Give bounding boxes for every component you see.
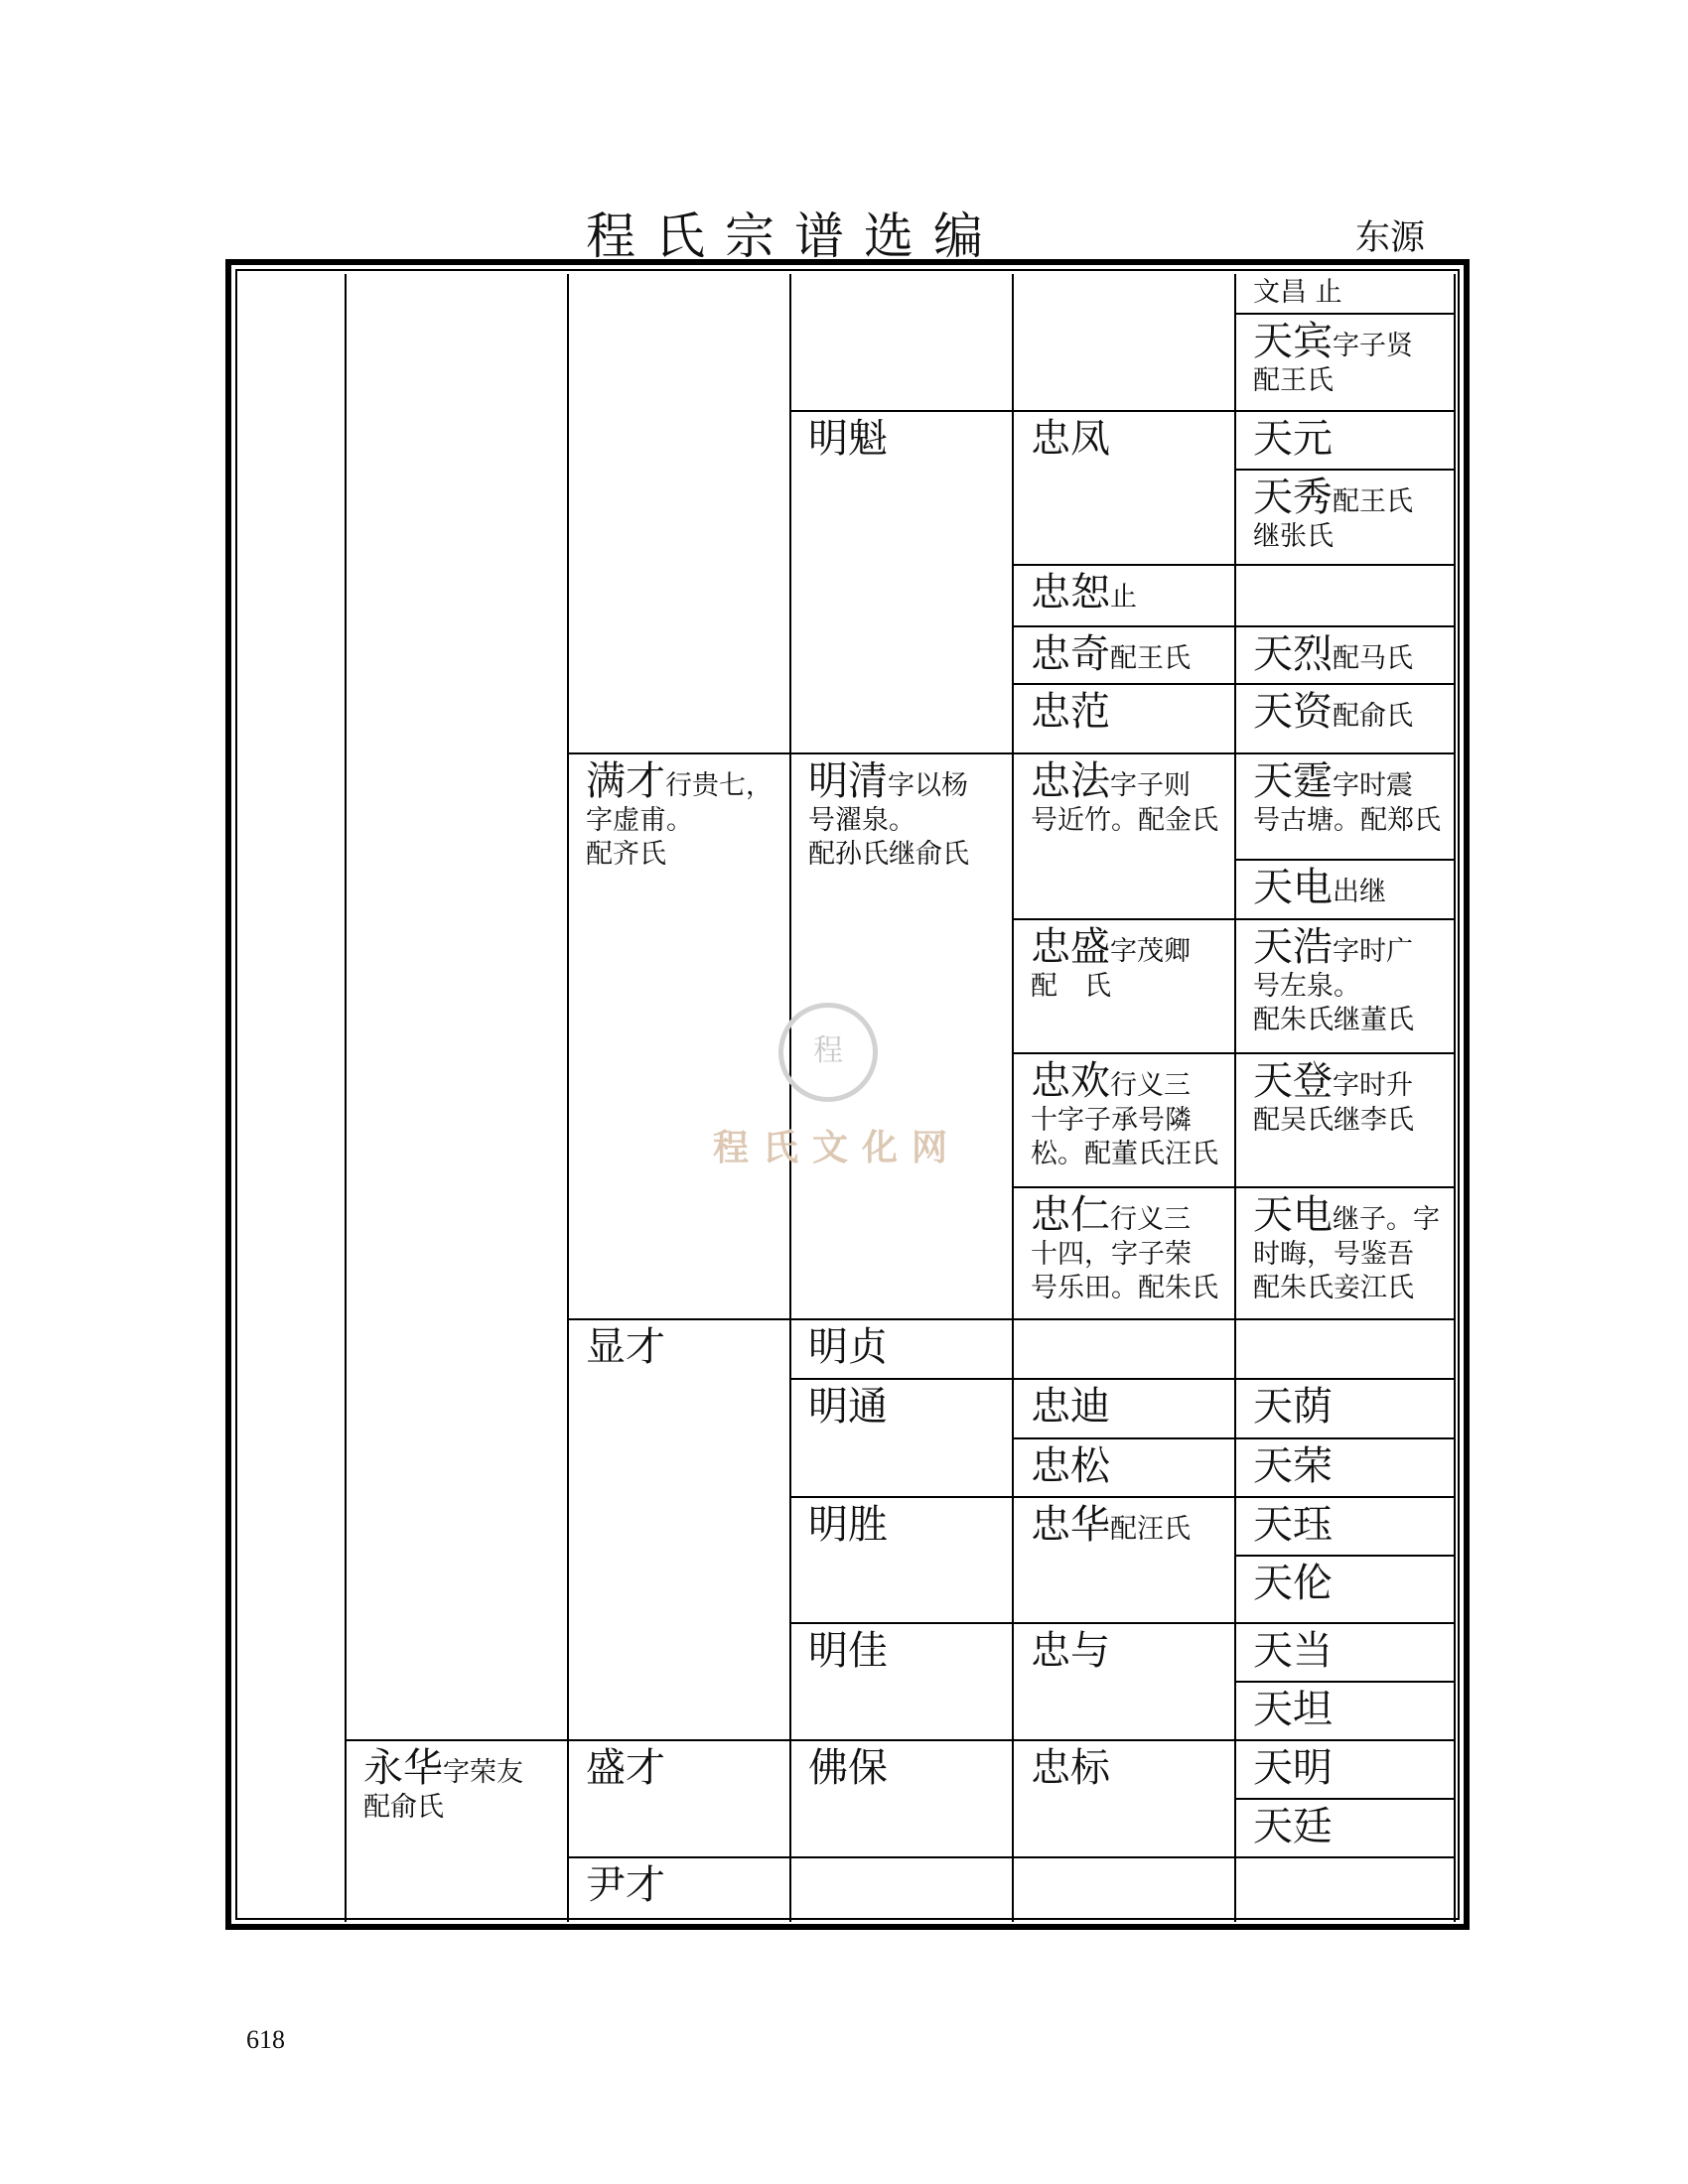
row-divider [1012, 1739, 1234, 1741]
person-entry [586, 1745, 784, 1791]
row-divider [1234, 1378, 1454, 1380]
row-divider [1234, 1437, 1454, 1439]
row-divider [567, 1318, 789, 1320]
person-note: 配俞氏 [363, 1792, 444, 1823]
person-entry [1253, 1058, 1450, 1138]
person-name: 天宾 [1253, 319, 1333, 364]
person-name: 天烈 [1253, 631, 1333, 677]
person-note: 字时广 [1333, 936, 1413, 967]
person-entry [1253, 1628, 1450, 1674]
person-note: 配朱氏妾江氏 [1253, 1272, 1414, 1303]
person-name: 天电 [1253, 1192, 1333, 1238]
person-entry [1031, 1745, 1229, 1791]
person-entry [1253, 1561, 1450, 1606]
row-divider [789, 410, 1012, 412]
row-divider [1234, 752, 1454, 754]
person-name: 忠松 [1031, 1443, 1110, 1489]
person-entry [1253, 758, 1450, 838]
person-entry [808, 1384, 1007, 1430]
person-note: 配 氏 [1031, 971, 1111, 1002]
person-name: 忠奇 [1031, 631, 1110, 677]
row-divider [1234, 1555, 1454, 1557]
person-name: 忠标 [1031, 1745, 1110, 1791]
person-name: 天廷 [1253, 1804, 1333, 1849]
person-name: 明佳 [808, 1628, 888, 1674]
person-entry [1031, 1058, 1229, 1171]
person-entry [808, 1324, 1007, 1370]
person-entry [1253, 1384, 1450, 1430]
row-divider [1234, 1681, 1454, 1683]
person-entry [1031, 1628, 1229, 1674]
column-divider [345, 274, 347, 1922]
row-divider [789, 752, 1012, 754]
row-divider [345, 1739, 567, 1741]
person-name: 天坦 [1253, 1687, 1333, 1732]
person-name: 天元 [1253, 416, 1333, 462]
row-divider [1234, 1186, 1454, 1188]
person-name: 盛才 [586, 1745, 665, 1791]
person-note: 出继 [1333, 877, 1386, 907]
person-entry [808, 1745, 1007, 1791]
column-divider [567, 274, 569, 1922]
person-entry [1253, 1804, 1450, 1849]
person-name: 忠与 [1031, 1628, 1110, 1674]
watermark-seal: 程 [778, 1003, 878, 1102]
person-note: 号左泉。 [1253, 971, 1360, 1002]
person-entry [1253, 475, 1450, 554]
person-entry [1031, 1384, 1229, 1430]
person-note: 时晦，号鉴吾 [1253, 1239, 1414, 1270]
person-name: 忠华 [1031, 1502, 1110, 1548]
person-name: 尹才 [586, 1862, 665, 1908]
person-note: 字茂卿 [1110, 936, 1191, 967]
row-divider [1012, 1496, 1234, 1498]
person-note: 行义三 [1110, 1204, 1191, 1235]
row-divider [1234, 1318, 1454, 1320]
person-note: 字时震 [1333, 770, 1413, 801]
person-name: 忠范 [1031, 689, 1110, 735]
person-note: 配孙氏继俞氏 [808, 838, 969, 870]
person-entry [1031, 416, 1229, 462]
row-divider [567, 1856, 789, 1858]
row-divider [789, 1496, 1012, 1498]
person-name: 忠凤 [1031, 416, 1110, 462]
row-divider [1012, 1856, 1234, 1858]
row-divider [1234, 1496, 1454, 1498]
row-divider [1012, 918, 1234, 920]
person-note: 配汪氏 [1110, 1514, 1191, 1545]
person-name: 天明 [1253, 1745, 1333, 1791]
person-name: 明通 [808, 1384, 888, 1430]
person-note: 号乐田。配朱氏 [1031, 1272, 1218, 1303]
person-note: 字时升 [1333, 1070, 1413, 1101]
person-name: 佛保 [808, 1745, 888, 1791]
person-note: 配马氏 [1333, 643, 1413, 674]
person-entry [1253, 1687, 1450, 1732]
row-divider [1012, 683, 1234, 685]
person-entry [586, 1324, 784, 1370]
column-divider [1234, 274, 1236, 1922]
column-divider [789, 274, 791, 1922]
person-name: 忠法 [1031, 758, 1110, 804]
person-entry [1253, 416, 1450, 462]
person-note: 号濯泉。 [808, 805, 915, 836]
person-entry [808, 758, 1007, 872]
person-note: 继子。字 [1333, 1204, 1440, 1235]
person-entry [363, 1745, 562, 1825]
person-entry [1253, 319, 1450, 398]
row-divider [1234, 469, 1454, 471]
person-name: 忠欢 [1031, 1058, 1110, 1104]
row-divider [1012, 1052, 1234, 1054]
person-note: 配吴氏继李氏 [1253, 1105, 1414, 1136]
person-note: 十字子承号隣 [1031, 1105, 1192, 1136]
page-title: 程氏宗谱选编 [586, 207, 1003, 265]
row-divider [789, 1378, 1012, 1380]
person-name: 满才 [586, 758, 665, 804]
person-note: 字虚甫。 [586, 805, 693, 836]
person-note: 配王氏 [1110, 643, 1191, 674]
person-name: 天珏 [1253, 1502, 1333, 1548]
person-entry [808, 1502, 1007, 1548]
row-divider [1012, 1437, 1234, 1439]
person-entry [1253, 689, 1450, 735]
row-divider [1234, 1798, 1454, 1800]
person-note: 松。配董氏汪氏 [1031, 1138, 1218, 1169]
row-divider [1234, 625, 1454, 627]
person-note: 号近竹。配金氏 [1031, 805, 1218, 836]
person-note: 继张氏 [1253, 521, 1334, 552]
person-entry [1031, 758, 1229, 838]
row-divider [1234, 410, 1454, 412]
person-name: 天资 [1253, 689, 1333, 735]
person-name: 忠仁 [1031, 1192, 1110, 1238]
row-divider [1012, 564, 1234, 566]
person-name: 明清 [808, 758, 888, 804]
person-name: 忠迪 [1031, 1384, 1110, 1430]
person-name: 天霆 [1253, 758, 1333, 804]
row-divider [1012, 1318, 1234, 1320]
row-divider [1234, 564, 1454, 566]
person-entry [808, 1628, 1007, 1674]
person-name: 天荫 [1253, 1384, 1333, 1430]
person-entry [586, 758, 784, 872]
row-divider [1012, 625, 1234, 627]
person-entry [1031, 689, 1229, 735]
person-entry [1031, 631, 1229, 677]
row-divider [1012, 1622, 1234, 1624]
person-note: 止 [1110, 582, 1137, 613]
person-name: 明胜 [808, 1502, 888, 1548]
person-entry [586, 1862, 784, 1908]
person-name: 天荣 [1253, 1443, 1333, 1489]
person-note: 十四，字子荣 [1031, 1239, 1192, 1270]
person-name: 明贞 [808, 1324, 888, 1370]
column-divider [1454, 274, 1456, 1922]
person-note: 字子贤 [1333, 331, 1413, 361]
person-name: 显才 [586, 1324, 665, 1370]
person-note: 配王氏 [1253, 365, 1334, 396]
person-name: 忠恕 [1031, 570, 1110, 615]
column-divider [1012, 274, 1014, 1922]
row-divider [1234, 1052, 1454, 1054]
person-note: 配齐氏 [586, 838, 666, 870]
row-divider [1234, 683, 1454, 685]
person-entry [1253, 276, 1450, 310]
person-name: 明魁 [808, 416, 888, 462]
person-name: 天伦 [1253, 1561, 1333, 1606]
person-name: 天浩 [1253, 924, 1333, 970]
person-name: 忠盛 [1031, 924, 1110, 970]
row-divider [789, 1739, 1012, 1741]
person-name: 天当 [1253, 1628, 1333, 1674]
row-divider [789, 1318, 1012, 1320]
row-divider [1012, 1186, 1234, 1188]
person-entry [1253, 1443, 1450, 1489]
person-entry [1031, 570, 1229, 615]
person-entry [1253, 924, 1450, 1037]
person-name: 永华 [363, 1745, 443, 1791]
person-name: 天秀 [1253, 475, 1333, 520]
person-entry [1031, 1502, 1229, 1548]
person-note: 字荣友 [443, 1757, 523, 1788]
person-note: 行义三 [1110, 1070, 1191, 1101]
row-divider [789, 1622, 1012, 1624]
person-name: 天电 [1253, 865, 1333, 910]
person-note: 文昌 止 [1253, 277, 1342, 308]
row-divider [789, 1856, 1012, 1858]
person-entry [1253, 1745, 1450, 1791]
row-divider [567, 752, 789, 754]
row-divider [1234, 859, 1454, 861]
person-note: 号古塘。配郑氏 [1253, 805, 1441, 836]
person-entry [1031, 1443, 1229, 1489]
row-divider [1012, 1378, 1234, 1380]
branch-name: 东源 [1355, 218, 1426, 258]
row-divider [1234, 1622, 1454, 1624]
row-divider [1234, 918, 1454, 920]
person-note: 配朱氏继董氏 [1253, 1004, 1414, 1035]
watermark-text: 程氏文化网 [713, 1127, 962, 1168]
person-name: 天登 [1253, 1058, 1333, 1104]
person-note: 配俞氏 [1333, 701, 1413, 732]
person-entry [808, 416, 1007, 462]
row-divider [1234, 1856, 1454, 1858]
row-divider [1234, 1739, 1454, 1741]
person-entry [1031, 1192, 1229, 1305]
person-entry [1253, 1192, 1450, 1305]
person-entry [1253, 1502, 1450, 1548]
row-divider [1012, 410, 1234, 412]
person-entry [1253, 631, 1450, 677]
person-note: 字以杨 [888, 770, 968, 801]
row-divider [1012, 752, 1234, 754]
person-entry [1253, 865, 1450, 910]
row-divider [1234, 313, 1454, 315]
person-note: 配王氏 [1333, 486, 1413, 517]
page-number: 618 [246, 2025, 285, 2054]
person-entry [1031, 924, 1229, 1004]
row-divider [567, 1739, 789, 1741]
person-note: 行贵七， [665, 770, 773, 801]
person-note: 字子则 [1110, 770, 1191, 801]
